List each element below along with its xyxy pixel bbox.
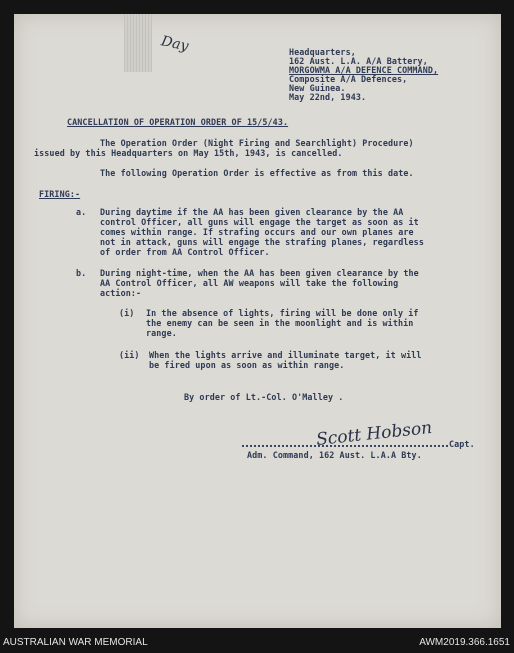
sub-i-line: the enemy can be seen in the moonlight and is within <box>146 318 414 328</box>
handwritten-annotation: Day <box>159 33 190 55</box>
signature-line <box>242 445 448 447</box>
sub-ii-line: When the lights arrive and illuminate target, it will <box>149 350 422 360</box>
document-page <box>14 14 501 628</box>
file-tab <box>124 14 152 72</box>
para-a-line: During daytime if the AA has been given clearance by the AA <box>100 207 404 217</box>
intro-line-3: The following Operation Order is effective as from this date. <box>100 168 414 178</box>
para-b-line: AA Control Officer, all AW weapons will take the following <box>100 278 399 288</box>
header-line-5: New Guinea. <box>289 83 346 93</box>
header-line-2: 162 Aust. L.A. A/A Battery, <box>289 56 428 66</box>
capt-label: Capt. <box>449 439 475 449</box>
signature: Scott Hobson <box>315 417 434 451</box>
para-a-line: not in attack, guns will engage the strafing planes, regardless <box>100 237 424 247</box>
header-date: May 22nd, 1943. <box>289 92 367 102</box>
para-b-marker: b. <box>76 268 87 278</box>
footer-accession-number: AWM2019.366.1651 <box>419 637 510 648</box>
firing-heading: FIRING:- <box>39 189 81 199</box>
intro-line-2: issued by this Headquarters on May 15th, 1943, is cancelled. <box>34 148 343 158</box>
sub-ii-marker: (ii) <box>119 350 140 360</box>
header-line-3: MORGOWMA A/A DEFENCE COMMAND, <box>289 65 439 75</box>
header-line-4: Composite A/A Defences, <box>289 74 408 84</box>
para-b-line: During night-time, when the AA has been given clearance by the <box>100 268 419 278</box>
para-a-line: of order from AA Control Officer. <box>100 247 270 257</box>
sub-ii-line: be fired upon as soon as within range. <box>149 360 345 370</box>
para-a-line: control Officer, all guns will engage the target as soon as it <box>100 217 419 227</box>
sub-i-line: range. <box>146 328 177 338</box>
by-order-line: By order of Lt.-Col. O'Malley . <box>184 392 344 402</box>
para-a-line: comes within range. If strafing occurs and our own planes are <box>100 227 414 237</box>
para-a-marker: a. <box>76 207 87 217</box>
para-b-line: action:- <box>100 288 142 298</box>
document-title: CANCELLATION OF OPERATION ORDER OF 15/5/43. <box>67 117 289 127</box>
adm-command-line: Adm. Command, 162 Aust. L.A.A Bty. <box>247 450 422 460</box>
header-line-1: Headquarters, <box>289 47 356 57</box>
sub-i-marker: (i) <box>119 308 135 318</box>
footer-institution: AUSTRALIAN WAR MEMORIAL <box>3 637 148 648</box>
sub-i-line: In the absence of lights, firing will be done only if <box>146 308 419 318</box>
intro-line-1: The Operation Order (Night Firing and Searchlight) Procedure) <box>100 138 414 148</box>
